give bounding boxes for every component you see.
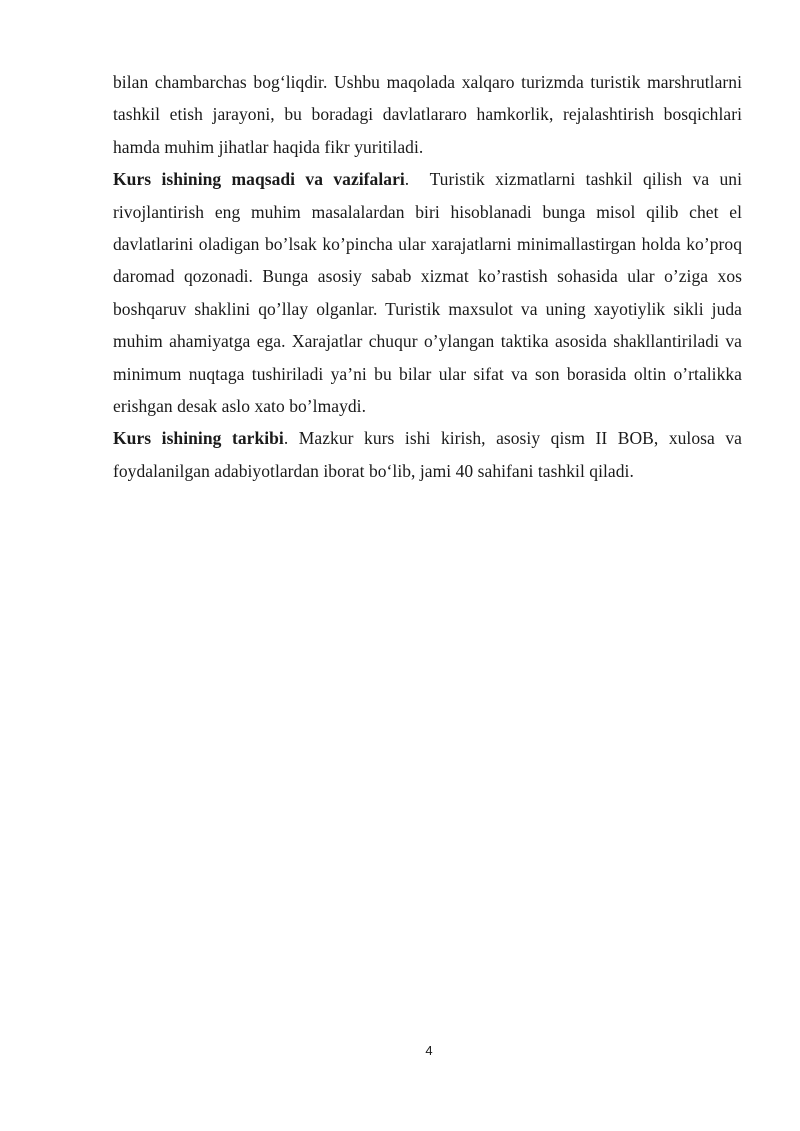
paragraph-structure [113,422,742,487]
paragraph-text: Mazkur kurs ishi kirish, asosiy qism II BOB, xulosa va foydalanilgan adabiyotlardan iborat bo‘lib, jami 40 sahifani tashkil qiladi. [113,428,742,481]
heading-punctuation: . [283,428,299,449]
paragraph-goals [113,163,742,422]
section-heading-goals: Kurs ishining maqsadi va vazifalari [113,169,405,190]
paragraph-intro-continuation [113,66,742,163]
heading-punctuation: . [404,169,430,190]
paragraph-text: bilan chambarchas bog‘liqdir. Ushbu maqolada xalqaro turizmda turistik marshrutlarni tashkil etish jarayoni, bu boradagi davlatlararo hamkorlik, rejalashtirish bosqichlari hamda muhim jihatlar haqida fikr yuritiladi. [113,72,742,157]
document-body [113,66,742,487]
paragraph-text: Turistik xizmatlarni tashkil qilish va uni rivojlantirish eng muhim masalalardan biri hisoblanadi bunga misol qilib chet el davlatlarini oladigan bo’lsak ko’pincha ular xarajatlarni minimallastirgan holda ko’proq daromad qozonadi. Bunga asosiy sabab xizmat ko’rastish sohasida ular o’ziga xos boshqaruv shaklini qo’llay olganlar. Turistik maxsulot va uning xayotiylik sikli juda muhim ahamiyatga ega. Xarajatlar chuqur o’ylangan taktika asosida shakllantiriladi va minimum nuqtaga tushiriladi ya’ni bu bilar ular sifat va son borasida oltin o’rtalikka erishgan desak aslo xato bo’lmaydi. [113,169,742,417]
page-number: 4 [425,1043,433,1058]
section-heading-structure: Kurs ishining tarkibi [113,428,284,449]
